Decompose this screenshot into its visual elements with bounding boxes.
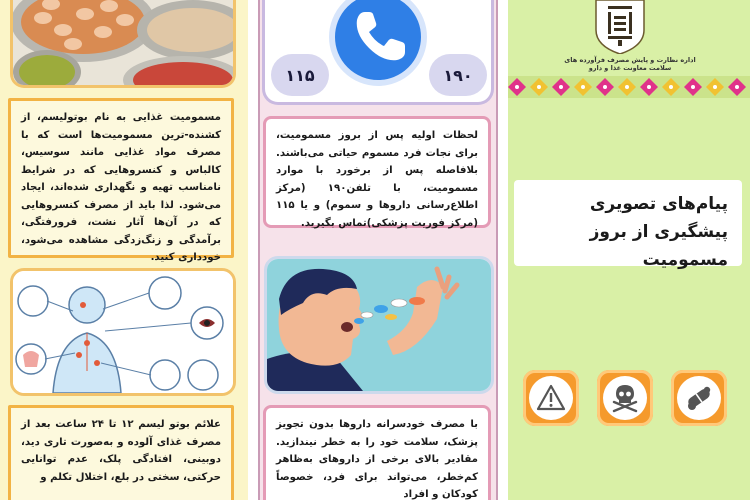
phone-icon-circle [329,0,427,86]
pattern-ornament [508,76,750,98]
column-gap [498,0,508,500]
skull-crossbones-icon [609,382,641,414]
warning-triangle-icon [536,383,566,413]
decorative-pattern-strip [508,76,750,98]
ministry-logo [588,0,652,54]
canned-food-illustration [13,0,236,88]
self-medication-text: با مصرف خودسرانه داروها بدون تجویز پزشک، سلامت خود را به خطر نیندازید. مقادیر بالای برخی از داروهای به‌ظاهر کم‌خطر، می‌تواند برای فرد، خصوصاً کودکان و افراد [263,405,491,500]
botulism-warning-text: مسمومیت غذایی به نام بوتولیسم، از کشنده-ترین مسمومیت‌ها است که با مصرف مواد غذایی مانند سوسیس، کالباس و کنسروهایی که در شرایط نامناسب تهیه و نگهداری شده‌اند، ایجاد می‌شود. لذا باید از مصرف کنسروهایی که در آن‌ها آثار نشت، فرورفتگی، برآمدگی و زنگ‌زدگی مشاهده می‌شود، خودداری کنید. [8,98,234,258]
organization-line-2: سلامت معاونت غذا و دارو [588,64,672,72]
poison-badge-inner [603,376,647,420]
pills-illustration [267,259,491,391]
emergency-contact-text: لحظات اولیه پس از بروز مسمومیت، برای نجات فرد مسموم حیاتی می‌باشند. بلافاصله پس از برخورد با موارد مسمومیت، با تلفن۱۹۰ (مرکز اطلاع‌رسانی داروها و سموم) و یا ۱۱۵ (مرکز فوریت پزشکی)تماس بگیرید. [263,116,491,228]
warning-badge [523,370,579,426]
poison-badge [597,370,653,426]
canned-food-image [10,0,236,88]
logo-emblem-icon [588,0,652,54]
warning-badge-inner [529,376,573,420]
emergency-phone-card [262,0,494,105]
medication-badge-inner [677,376,721,420]
self-medication-image [264,256,494,394]
column-gap [248,0,258,500]
pills-icon [683,382,715,414]
medication-badge [671,370,727,426]
medical-emergency-number: ۱۱۵ [271,54,329,96]
poster-title: پیام‌های تصویری پیشگیری از بروز مسمومیت [589,194,728,271]
botulism-symptoms-text: علائم بوتو لیسم ۱۲ تا ۲۴ ساعت بعد از مصرف غذای آلوده و به‌صورت تاری دید، دوبینی، افتادگی پلک، عدم توانایی حرکتی، سختی در بلع، اختلال تکلم و [8,405,234,500]
organization-line-1: اداره نظارت و پایش مصرف فرآورده های [564,56,696,64]
body-symptoms-illustration [13,271,233,393]
poster-title-box [514,180,742,271]
phone-icon [335,0,421,80]
poison-center-number: ۱۹۰ [429,54,487,96]
botulism-symptoms-image [10,268,236,396]
